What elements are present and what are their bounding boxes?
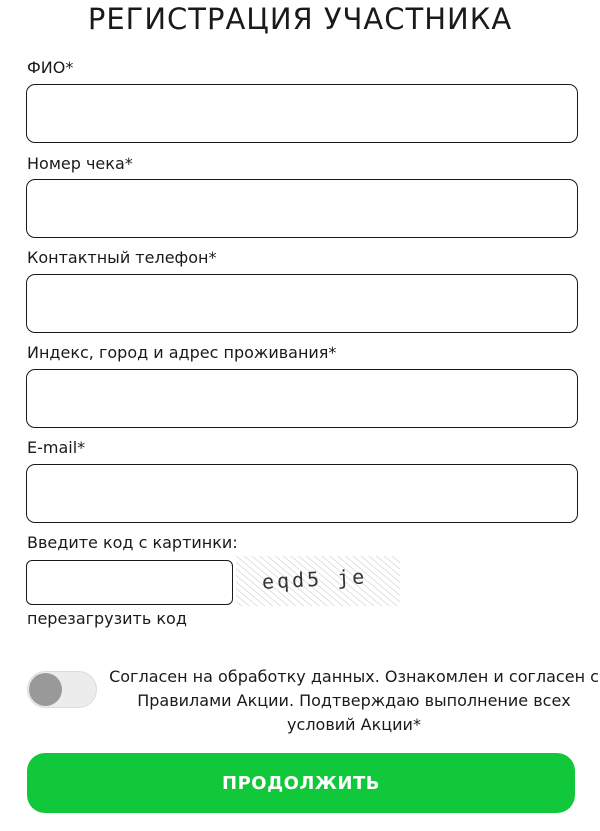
consent-text: Согласен на обработку данных. Ознакомлен и согласен с Правилами Акции. Подтверждаю выполнение всех условий Акции* — [109, 667, 599, 734]
reload-captcha-link[interactable]: перезагрузить код — [27, 609, 187, 628]
consent-toggle[interactable] — [27, 671, 97, 708]
full-name-label: ФИО* — [27, 58, 74, 77]
captcha-text: eqd5 je — [261, 564, 368, 594]
receipt-number-label: Номер чека* — [27, 154, 133, 173]
captcha-image — [236, 556, 400, 606]
page-title: РЕГИСТРАЦИЯ УЧАСТНИКА — [87, 2, 513, 36]
phone-label: Контактный телефон* — [27, 248, 217, 267]
captcha-label: Введите код с картинки: — [27, 533, 238, 552]
email-input[interactable] — [26, 464, 578, 523]
phone-input[interactable] — [26, 274, 578, 333]
continue-button[interactable]: ПРОДОЛЖИТЬ — [27, 753, 575, 813]
full-name-input[interactable] — [26, 84, 578, 143]
email-label: E-mail* — [27, 438, 86, 457]
address-input[interactable] — [26, 369, 578, 428]
receipt-number-input[interactable] — [26, 179, 578, 238]
toggle-knob — [29, 673, 62, 706]
captcha-input[interactable] — [26, 560, 233, 605]
address-label: Индекс, город и адрес проживания* — [27, 343, 337, 362]
